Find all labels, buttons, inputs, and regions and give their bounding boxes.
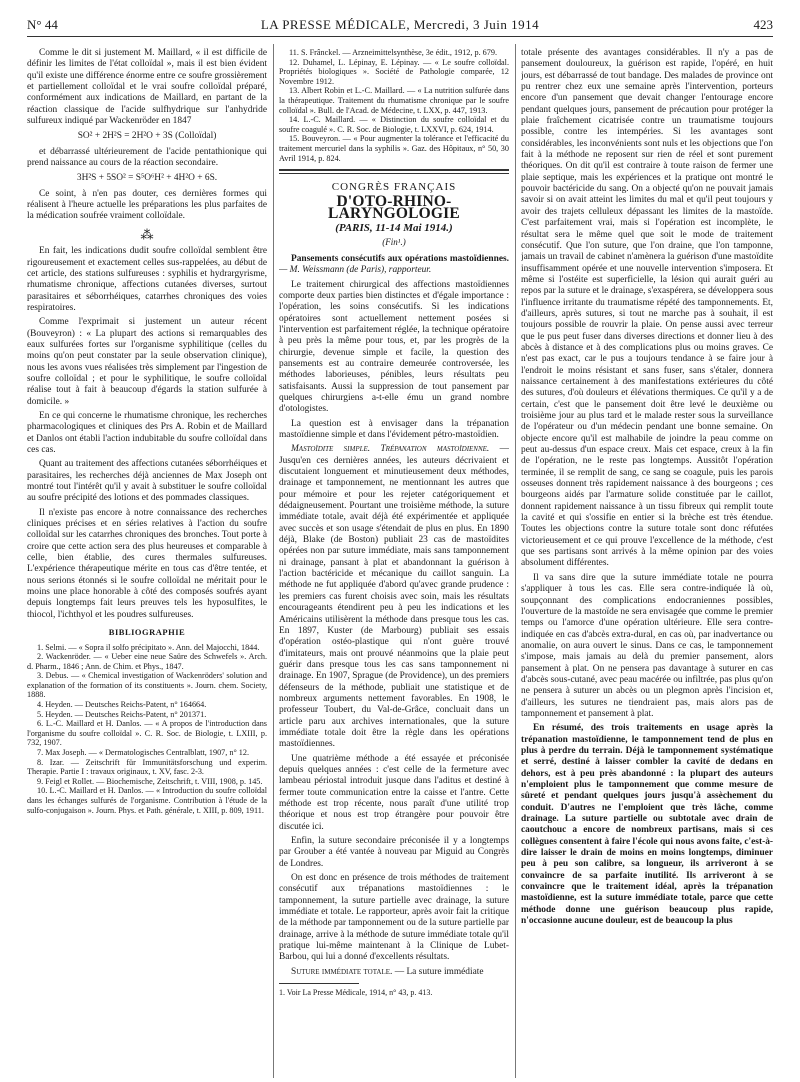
section-author: — M. Weissmann (de Paris), rapporteur.	[279, 265, 432, 276]
reference-item: 14. L.-C. Maillard. — « Distinction du soufre colloïdal et du soufre coagulé ». C. R. Soc. de Biologie, t. LXXVI, p. 624, 1914.	[279, 115, 509, 134]
column-divider	[273, 44, 274, 1078]
congress-heading: CONGRÈS FRANÇAIS	[331, 181, 457, 194]
chemical-equation: SO² + 2H²S = 2H²O + 3S (Colloïdal)	[77, 131, 217, 142]
reference-item: 10. L.-C. Maillard et H. Danlos. — « Introduction du soufre colloïdal dans les échanges sulfurés de l'organisme. Contribution à l'étude de la sulfo-conjugaison ». Journ. Phys. et Path. générale, t. XIII, p. 809, 1911.	[27, 786, 267, 815]
congress-title: D'OTO-RHINO-LARYNGOLOGIE	[328, 193, 460, 222]
paragraph: Comme le dit si justement M. Maillard, « il est difficile de définir les limites de l'état colloïdal », mais il est bien évident qu'il existe une différence énorme entre ce soufre grossièrement et partiellement colloïdal et le vrai soufre colloïdal préparé, conformément aux indications de Maillard, en partant de la réaction classique de l'acide sulfhydrique sur l'anhydride sulfureux indiqué par Wackenröder en 1847	[27, 48, 267, 127]
footnote-rule	[279, 983, 359, 984]
paragraph: Ce soint, à n'en pas douter, ces dernières formes qui réalisent à l'heure actuelle les préparations les plus parfaites de la médication soufrée vraiment colloïdale.	[27, 188, 267, 222]
section-asterism: ⁂	[140, 226, 154, 242]
reference-item: 6. L.-C. Maillard et H. Danlos. — « A propos de l'introduction dans l'organisme du soufre colloïdal ». C. R. Soc. de Biologie, t. LXIII, p. 732, 1907.	[27, 719, 267, 748]
paragraph: — Jusqu'en ces dernières années, les auteurs décrivaient et discutaient longuement et minutieusement deux méthodes, drainage et tamponnement, ne mentionnant les autres que pour mémoire et pour les rejeter catégoriquement et dédaigneusement. Pourtant une troisième méthode, la suture immédiate totale, avait déjà été expérimentée et appliquée avec succès et son usage s'étendait de plus en plus. En 1890 déjà, Blake (de Boston) publiait 23 cas de mastoïdites opérées non par suture immédiate, mais sans tamponnement ni drainage, pansant à plat et abandonnant la guérison à l'action bactéricide et mécanique du caillot sanguin. La méthode ne fut appliquée d'abord qu'avec grande prudence : les premiers cas furent choisis avec soin, mais les résultats encourageants étendirent peu à peu les indications et les Américains utilisèrent la méthode dans presque tous les cas. En 1897, Kuster (de Marbourg) publiait ses essais d'opération ostéo-plastique qui n'ont guère trouvé d'imitateurs, mais ont prouvé néanmoins que la plaie peut guérir dans presque tous les cas sans tamponnement ni drainage. En 1907, Sprague (de Providence), un des premiers défenseurs de la méthode, publiait une statistique et de nombreux arguments nettement favorables. En 1908, le professeur Toubert, du Val-de-Grâce, concluait dans un article paru aux archives internationales, que la suture immédiate totale doit être la règle dans les opérations mastoïdiennes.	[279, 444, 509, 750]
paragraph: Il va sans dire que la suture immédiate totale ne pourra s'appliquer à tous les cas. Elle sera contre-indiquée là où, soupçonnant des complications endocraniennes possibles, l'ouverture de la mastoïde ne sera envisagée que comme le premier temps ou l'amorce d'une opération ultérieure. Elle sera contre-indiquée en cas d'abcès extra-dural, en cas où, par inadvertance ou anomalie, on aura ouvert le sinus. Dans ce cas, le tamponnement s'impose, mais jamais au delà du premier pansement, alors pansement à plat. On ne pensera pas davantage à suturer en cas d'abcès sous-cutané, avec peau macérée ou infiltrée, pas plus qu'on ne pensera à suturer un abcès ou un plegmon après l'incision et, d'ailleurs, les sutures ne tiendraient pas, mais alors pas de tamponnement et pansement à plat.	[521, 572, 773, 719]
section-title: Pansements consécutifs aux opérations mastoïdiennes.	[291, 253, 509, 264]
chemical-equation: 3H²S + 5SO² = S⁵O⁶H² + 4H²O + 6S.	[76, 173, 218, 184]
reference-item: 5. Heyden. — Deutsches Reichs-Patent, n° 201371.	[37, 709, 207, 719]
column-divider	[515, 44, 516, 1078]
paragraph: et débarrassé ultérieurement de l'acide pentathionique qui prend naissance au cours de la réaction secondaire.	[27, 146, 267, 169]
reference-item: 15. Bouveyron. — « Pour augmenter la tolérance et l'efficacité du traitement mercuriel dans la syphilis ». Gaz. des Hôpitaux, n° 50, 30 Avril 1914, p. 824.	[279, 134, 509, 163]
reference-item: 4. Heyden. — Deutsches Reichs-Patent, n° 164664.	[37, 700, 207, 710]
congress-continuation: (Fin¹.)	[382, 236, 406, 247]
column-left	[27, 48, 267, 1078]
paragraph: Comme l'exprimait si justement un auteur récent (Bouveyron) : « La plupart des actions si remarquables des eaux sulfurées fortes sur l'organisme syphilitique (celles du moins qu'on peut constater par la seule observation clinique), nous les avons vues réalisées très simplement par l'ingestion de soufre colloïdal ; et pour le syphilitique, le soufre colloïdal réalise tout à fait à beaucoup d'égards la station sulfurée à domicile. »	[27, 317, 267, 407]
paragraph: totale présente des avantages considérables. Il n'y a pas de pansement douloureux, la guérison est rapide, l'opéré, en huit jours, est débarrassé de tout bandage. Des malades de province ont pu rentrer chez eux une semaine après l'intervention, porteurs encore d'un pansement que devait changer l'entourage encore pendant quelques jours, pansement de précaution pour protéger la plaie fraîchement cicatrisée contre un traumatisme toujours possible, contre les intempéries. Si les avantages sont considérables, les inconvénients sont nuls et les objections que l'on fait à la méthode ne reposent sur rien de réel et sont purement théoriques. On dit qu'il est contraire à toute raison de fermer une plaie septique, mais les expériences et la pratique ont montré le pouvoir bactéricide du sang. On a objecté qu'on ne pouvait jamais savoir si on avait atteint les limites du mal et qu'il peut toujours y avoir des trajets celluleux dépassant les limites de la mastoïde. C'est parfaitement vrai, mais si l'opération est incomplète, le résultat sera le même quel que soit le mode de traitement consécutif. Que l'on suture, que l'on draine, que l'on tamponne, jamais un travail de cabinet n'amènera la guérison d'une mastoïdite insuffisamment opérée et une nouvelle intervention s'imposera. Et même si l'ostéite est superficielle, la lésion qui aurait guéri au repos par la suture et le drainage, s'exaspérera, se développera sous l'influence irritante du traumatisme répété des tamponnements. Et, d'ailleurs, après sutures, si tout ne marche pas à souhait, il est toujours possible de rouvrir la plaie. On pense aussi avec terreur que le pus peut fuser dans diverses directions et donner lieu à des abcès à distance et à des complications plus ou moins graves. Ce n'est pas exact, car le pus a toujours tendance à se faire jour à l'endroit le moins résistant et sans fuser, sans s'étaler, donnera naissance certainement à des manifestations extérieures du côté des sutures, d'où douleurs et élévations thermiques. Ce qu'il y a de certain, c'est que le pansement doit être levé le deuxième ou troisième jour au plus tard et le malade rester sous la surveillance de l'opérateur ou d'un médecin pendant une bonne semaine. On objecte encore qu'il est malhabile de joindre la peau comme on peut au-dessus d'un espace creux. Mais cet espace, creux à la fin de l'opération, ne le reste pas longtemps. Aussitôt l'opération terminée, il se remplit de sang, ce sang se coagule, puis les parois osseuses donnent très rapidement naissance à des bourgeons ; ces bourgeons aidés par l'armature solide constituée par le caillot, donnent rapidement naissance à un tissu fibreux qui remplit toute la cavité et qui s'ossifie en entier si la brèche est très étendue. Toutes les objections contre la suture totale sont donc réfutées victorieusement et ce qui prouve l'excellence de la méthode, c'est que ses partisans sont arrivés à la même opinion par des voies absolument différentes.	[521, 48, 773, 569]
page-header	[27, 14, 773, 37]
paragraph: En résumé, des trois traitements en usage après la trépanation mastoïdienne, le tamponnement tend de plus en plus à perdre du terrain. Déjà le tamponnement systématique et serré, destiné à laisser combler la cavité de dedans en dehors, est à peu près abandonné : la plupart des auteurs n'emploient plus le tamponnement que comme mesure de sûreté et pendant quelques jours jusqu'à assèchement du conduit. D'autres ne l'emploient que très lâche, comme drainage. La suture partielle ou subtotale avec drain de caoutchouc a encore de nombreux partisans, mais si ces collègues consentent à faire l'école qui nous avons faite, c'est-à-dire laisser le drain de moins en moins longtemps, diminuer peu à peu son calibre, sa longueur, ils arriveront à se convaincre de sa parfaite inutilité. Ils arriveront à se convaincre que le traitement idéal, après la trépanation mastoïdienne, est la suture immédiate totale, parce que cette méthode donne une guérison beaucoup plus rapide, n'occasionne aucune douleur, est de beaucoup la plus	[521, 723, 773, 927]
subsection-title: Mastoïdite simple. Trépanation mastoïdienne.	[291, 444, 490, 455]
issue-number: N° 44	[27, 17, 58, 32]
reference-item: 8. Izar. — Zeitschrift für Immunitätsforschung und experim. Therapie. Partie I : travaux originaux, t. XV, fasc. 2-3.	[27, 757, 267, 777]
reference-item: 7. Max Joseph. — « Dermatologisches Centralblatt, 1907, n° 12.	[37, 748, 250, 758]
paragraph: En ce qui concerne le rhumatisme chronique, les recherches pharmacologiques et cliniques des Prs A. Robin et de Maillard et Danlos ont établi l'action indubitable du soufre colloïdal dans ces cas.	[27, 410, 267, 455]
column-right	[521, 48, 773, 1078]
paragraph: En fait, les indications dudit soufre colloïdal semblent être rigoureusement et exactement celles sus-rappelées, au début de cet article, des stations sulfureuses : syphilis et hydrargyrisme, rhumatisme chronique, affections cutanées diverses, surtout parasitaires et séborrhéiques, catarrhes chroniques des voies respiratoires.	[27, 246, 267, 313]
paragraph: — La suture immédiate	[394, 966, 484, 977]
section-separator	[279, 169, 509, 174]
reference-item: 9. Feigl et Rollet. — Biochemische, Zeitschrift, t. VIII, 1908, p. 145.	[37, 776, 263, 786]
bibliography-list	[27, 643, 267, 816]
reference-item: 13. Albert Robin et L.-C. Maillard. — « La nutrition sulfurée dans la thérapeutique. Traitement du rhumatisme chronique par le soufre colloïdal ». Bull. de l'Acad. de Médecine, t. LXX, p. 447, 1913.	[279, 86, 509, 115]
reference-item: 1. Selmi. — « Sopra il solfo précipitato ». Ann. del Majocchi, 1844.	[37, 642, 260, 652]
bibliography-title: BIBLIOGRAPHIE	[108, 627, 186, 638]
reference-item: 12. Duhamel, L. Lépinay, E. Lépinay. — « Le soufre colloïdal. Propriétés biologiques ». Société de Pathologie comparée, 12 Novembre 1912.	[279, 57, 509, 86]
paragraph: La question est à envisager dans la trépanation mastoïdienne simple et dans l'évidement pétro-mastoïdien.	[279, 418, 509, 440]
column-middle	[279, 48, 509, 1078]
paragraph: Il n'existe pas encore à notre connaissance des recherches cliniques précises et en séries relatives à l'action du soufre colloïdal sur les catarrhes chroniques des bronches. Tout porte à croire que cette action sera des plus heureuses et comparable à celle, bien établie, des cures thermales sulfureuses. L'expérience thérapeutique mérite en tous cas d'être tentée, et nous serions étonnés si le soufre colloïdal ne méritait pour le moins une place honorable à côté des composés soufrés ayant depuis longtemps fait leurs preuves tels les hyposulfites, le thiocol, l'ichthyol et les poudres sulfureuses.	[27, 507, 267, 620]
paragraph: Une quatrième méthode a été essayée et préconisée depuis quelques années : c'est celle de la fermeture avec lambeau périostal introduit jusque dans l'aditus et destiné à fermer toute communication entre la caisse et l'antre. Cette méthode est trop récente, nous paraît d'une utilité trop théorique et nous est trop étrangère pour pouvoir être discutée ici.	[279, 753, 509, 832]
paragraph: Enfin, la suture secondaire préconisée il y a longtemps par Grouber a été vantée à nouveau par Miguid au Congrès de Londres.	[279, 836, 509, 869]
reference-item: 2. Wackenröder. — « Ueber eine neue Saüre des Schwefels ». Arch. d. Pharm., 1846 ; Ann. de Chim. et Phys., 1847.	[27, 652, 267, 671]
paragraph: Le traitement chirurgical des affections mastoïdiennes comporte deux parties bien distinctes et d'égale importance : l'opération, les soins consécutifs. Si les indications opératoires sont actuellement nettement posées si l'intervention est parfaitement réglée, la technique opératoire à peu près la même pour tous, et, par les progrès de la chirurgie, devenue simple et facile, la question des pansements est au contraire demeurée controversée, les méthodes laborieuses, pénibles, leurs résultats peu satisfaisants. Aussi la suppression de tout pansement par quelques chirurgiens a-t-elle ému un grand nombre d'otologistes.	[279, 279, 509, 415]
journal-title: LA PRESSE MÉDICALE, Mercredi, 3 Juin 1914	[260, 17, 540, 32]
subsection-title: Suture immédiate totale.	[291, 966, 393, 977]
footnote: 1. Voir La Presse Médicale, 1914, n° 43, p. 413.	[279, 988, 433, 998]
reference-item: 11. S. Frânckel. — Arzneimittelsynthèse, 3e édit., 1912, p. 679.	[289, 48, 497, 57]
congress-dates: (PARIS, 11-14 Mai 1914.)	[335, 222, 453, 235]
page-number: 423	[753, 17, 773, 32]
paragraph: On est donc en présence de trois méthodes de traitement consécutif aux trépanations mastoïdiennes : le tamponnement, la suture partielle avec drainage, la suture immédiate et totale. Le rapporteur, après avoir fait la critique de la méthode par tamponnement ou de la suture partielle par drainage, arrive à la méthode de suture immédiate totale qu'il pratique lui-même maintenant à la Clinique de Lubet-Barbou, qui lui a donné d'excellents résultats.	[279, 873, 509, 963]
reference-item: 3. Debus. — « Chemical investigation of Wackenröders' solution and explanation of the formation of its constituents ». Journ. chem. Society, 1888.	[27, 671, 267, 700]
bibliography-list-continued	[279, 48, 509, 163]
paragraph: Quant au traitement des affections cutanées séborrhéiques et parasitaires, les recherches déjà anciennes de Max Joseph ont montré tout l'intérêt qu'il y avait à substituer le soufre colloïdal au soufre précipité des lotions et des pommades classiques.	[27, 459, 267, 504]
